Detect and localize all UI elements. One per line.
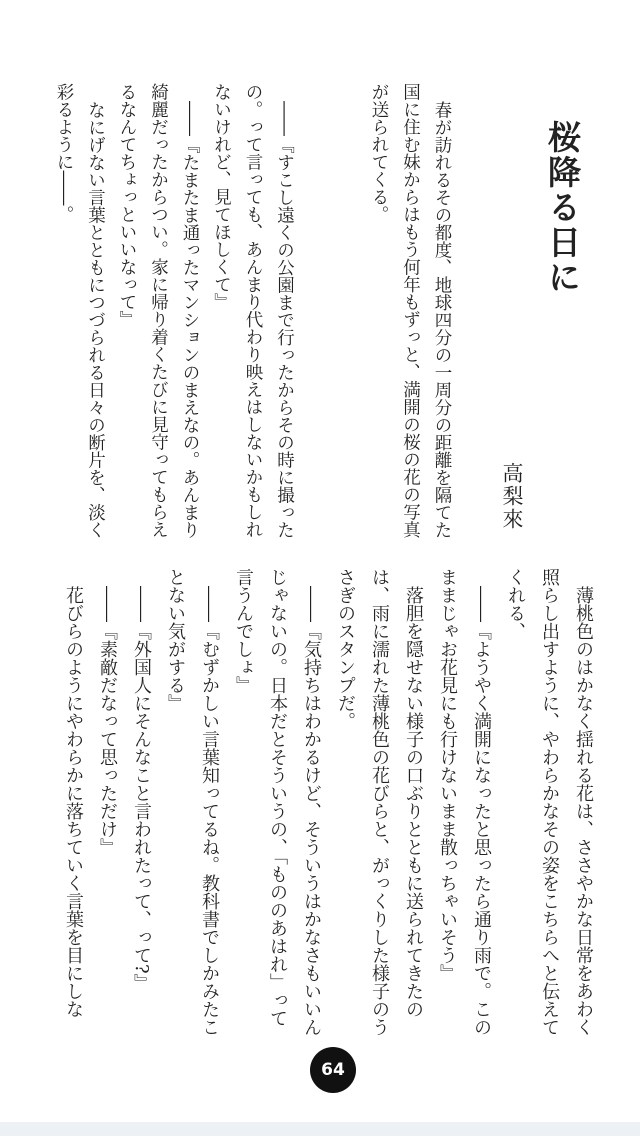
paragraph: ――『たまたま通ったマンションのまえなの。あんまり綺麗だったからつい。家に帰り着くたびに見守ってもらえるなんてちょっといいなって』 bbox=[117, 83, 200, 538]
bottom-text-block bbox=[56, 568, 600, 1038]
story-title: 桜降る日に bbox=[543, 120, 582, 295]
author-name: 高梨來 bbox=[500, 462, 524, 531]
paragraph: 春が訪れるその都度、地球四分の一周分の距離を隔てた国に住む妹からはもう何年もずっと、満開の桜の花の写真が送られてくる。 bbox=[369, 83, 452, 538]
page-number-badge bbox=[310, 1047, 356, 1093]
paragraph: ――『外国人にそんなこと言われたって、って?』 bbox=[131, 586, 152, 992]
paragraph: ――『ようやく満開になったと思ったら通り雨で。このままじゃお花見にも行けないまま散っちゃいそう』 bbox=[437, 568, 492, 1036]
paragraph: なにげない言葉とともにつづられる日々の断片を、淡く彩るように――。 bbox=[54, 83, 106, 538]
paragraph: 落胆を隠せない様子の口ぶりとともに送られてきたのは、雨に濡れた薄桃色の花びらと、がっくりした様子のうさぎのスタンプだ。 bbox=[335, 568, 424, 1036]
paragraph: ――『気持ちはわかるけど、そういうはかなさもいいんじゃないの。日本だとそういうの、「もののあはれ」って言うんでしょ』 bbox=[233, 568, 322, 1036]
paragraph: 薄桃色のはかなく揺れる花は、ささやかな日常をあわく照らし出すように、やわらかなその姿をこちらへと伝えてくれる、 bbox=[505, 568, 594, 1036]
top-text-block bbox=[48, 83, 458, 539]
bottom-edge-band bbox=[0, 1122, 640, 1136]
page-number: 64 bbox=[321, 1060, 345, 1080]
paragraph: ――『素敵だなって思っただけ』 bbox=[97, 586, 118, 856]
paragraph: ――『すこし遠くの公園まで行ったからその時に撮ったの。って言っても、あんまり代わり映えはしないかもしれないけれど、見てほしくて』 bbox=[211, 83, 295, 538]
paragraph: ――『むずかしい言葉知ってるね。教科書でしかみたことない気がする』 bbox=[165, 568, 220, 1036]
paragraph: 花びらのようにやわらかに落ちていく言葉を目にしな bbox=[63, 586, 84, 1018]
